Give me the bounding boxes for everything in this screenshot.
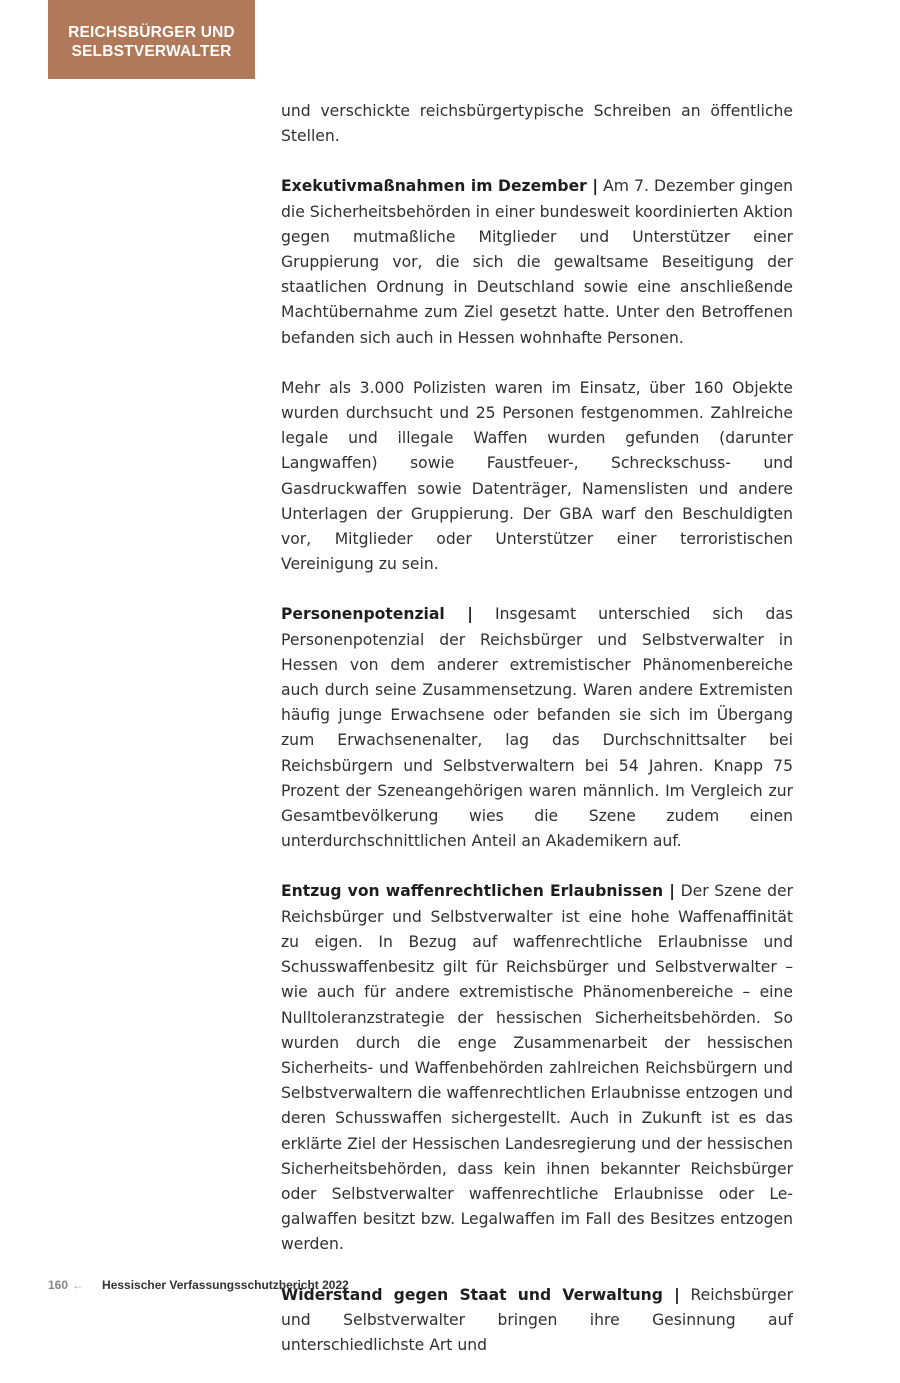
paragraph-text: Mehr als 3.000 Polizisten waren im Einsatz, über 160 Objekte wurden durchsucht und 25 Personen festgenommen. Zahlreiche legale und illegale Waffen wurden gefunden (darunter Langwaffen) sowie Faustfeuer-, Schreckschuss- und Gasdruckwaffen sowie Datenträger, Namenslisten und andere Unterlagen der Gruppierung. Der GBA warf den Beschuldigten vor, Mitglieder oder Unterstützer einer terroristischen Vereinigung zu sein. bbox=[281, 378, 793, 574]
paragraph-text: Am 7. Dezember gingen die Sicherheitsbehörden in einer bundesweit koordinierten Aktion gegen mutmaßliche Mitglieder und Unterstützer einer Gruppierung vor, die sich die gewaltsame Beseitigung der staatlichen Ordnung in Deutschland sowie eine anschließende Machtübernahme zum Ziel gesetzt hatte. Unter den Betroffenen befanden sich auch in Hessen wohnhafte Personen. bbox=[281, 177, 793, 347]
paragraph-heading: Entzug von waffenrechtlichen Erlaubnissen | bbox=[281, 882, 675, 901]
paragraph bbox=[281, 376, 793, 578]
arrow-left-icon[interactable]: ← bbox=[72, 1278, 85, 1292]
paragraph bbox=[281, 99, 793, 149]
main-text bbox=[281, 99, 793, 1383]
report-title: Hessischer Verfassungsschutzbericht 2022 bbox=[102, 1278, 349, 1292]
paragraph-text: und verschickte reichsbürgertypische Schreiben an öffentliche Stellen. bbox=[281, 102, 793, 146]
paragraph-text: Insgesamt unterschied sich das Personenpotenzial der Reichsbürger und Selbstverwalter in Hessen von dem anderer extremistischer Phänomenbereiche auch durch seine Zusammensetzung. Waren andere Extremisten häufig junge Erwachsene oder befanden sie sich im Übergang zum Erwachsenenalter, lag das Durchschnittsalter bei Reichsbürgern und Selbstverwaltern bei 54 Jahren. Knapp 75 Prozent der Szeneangehörigen waren männlich. Im Vergleich zur Gesamtbevölkerung wies die Szene zudem einen unterdurchschnittlichen Anteil an Akademikern auf. bbox=[281, 605, 794, 851]
paragraph-text: Reichsbürger und Selbstverwalter bringen ihre Gesinnung auf unterschiedlichste Art und bbox=[281, 1285, 794, 1354]
paragraph-heading: Personenpotenzial | bbox=[281, 605, 473, 624]
paragraph bbox=[281, 602, 793, 854]
paragraph-heading: Widerstand gegen Staat und Verwaltung | bbox=[281, 1285, 680, 1304]
paragraph bbox=[281, 174, 793, 350]
section-tab bbox=[48, 0, 255, 79]
paragraph-text: Der Szene der Reichsbürger und Selbstverwalter ist eine hohe Waffenaffinität zu eigen. In Bezug auf waffenrechtliche Erlaubnisse und Schusswaffenbesitz gilt für Reichsbürger und Selbstverwalter – wie auch für andere extremistische Phänomenbereiche – eine Nulltoleranzstrategie der hessischen Sicherheitsbehörden. So wurden durch die enge Zusammenarbeit der hessischen Sicherheits- und Waffenbehörden zahlreichen Reichsbürgern und Selbstverwaltern die waffenrechtlichen Erlaubnisse entzogen und deren Schusswaffen sichergestellt. Auch in Zukunft ist es das erklärte Ziel der Hessischen Landesregierung und der hessischen Sicherheitsbehörden, dass kein ihnen bekannter Reichsbürger oder Selbstverwalter waffenrechtliche Erlaubnisse oder Legalwaffen besitzt bzw. Legalwaffen im Fall des Besitzes entzogen werden. bbox=[281, 882, 793, 1254]
page-footer bbox=[48, 1278, 349, 1292]
section-title-line1: REICHSBÜRGER UND bbox=[68, 23, 235, 41]
paragraph-heading: Exekutivmaßnahmen im Dezember | bbox=[281, 177, 599, 196]
paragraph bbox=[281, 1283, 793, 1359]
paragraph bbox=[281, 879, 793, 1257]
section-title-line2: SELBSTVERWALTER bbox=[71, 42, 232, 60]
page-number: 160 bbox=[48, 1278, 69, 1292]
